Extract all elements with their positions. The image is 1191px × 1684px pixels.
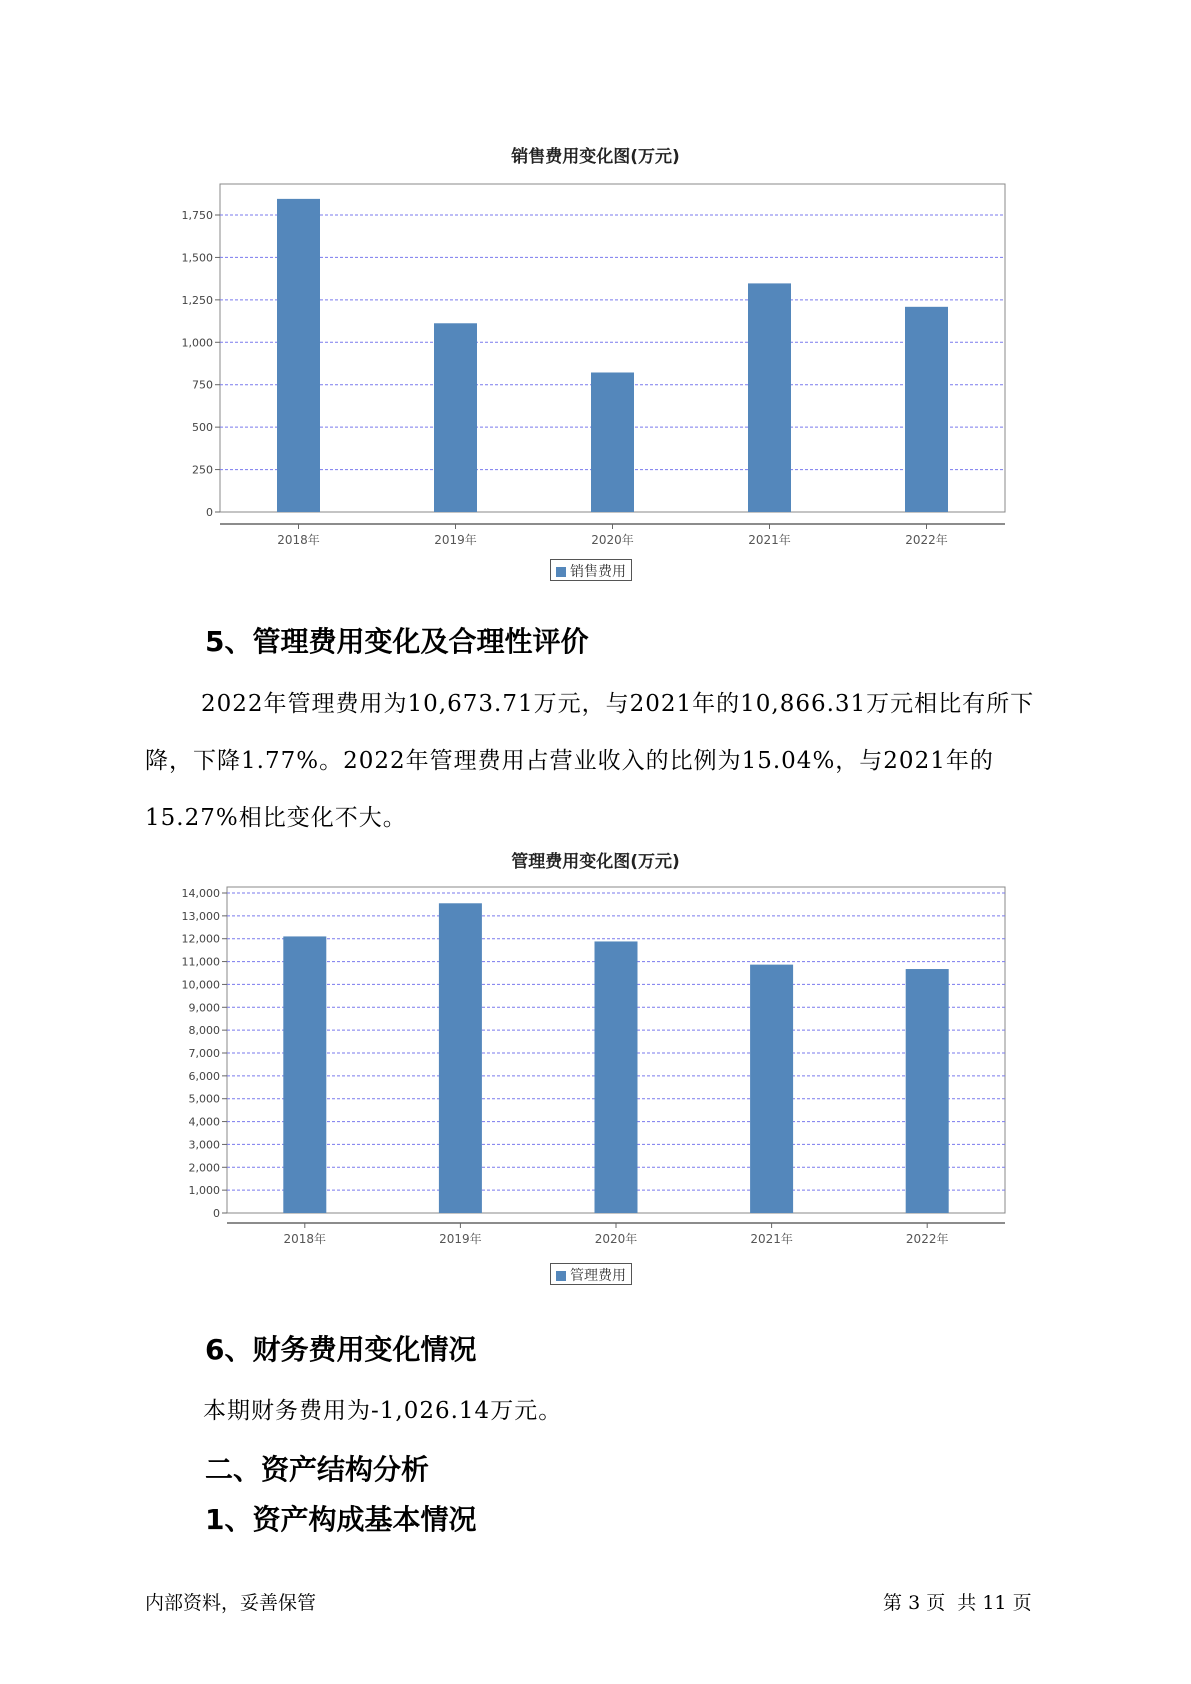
legend-swatch [556,1271,566,1281]
subsection-1-heading: 1、资产构成基本情况 [205,1503,477,1536]
x-tick-label: 2018年 [277,533,320,547]
bar [906,969,949,1213]
y-tick-label: 0 [206,506,213,519]
section-6-paragraph: 本期财务费用为-1,026.14万元。 [203,1398,563,1424]
y-tick-label: 1,250 [181,293,213,307]
x-tick-label: 2021年 [748,533,791,547]
footer-page-info [883,1588,1032,1615]
page-mid: 页 共 [926,1592,977,1614]
part-2-heading: 二、资产结构分析 [205,1453,430,1486]
y-tick-label: 1,750 [181,209,213,222]
y-tick-label: 8,000 [188,1024,220,1038]
y-tick-label: 9,000 [188,1001,220,1015]
x-tick-label: 2019年 [434,533,477,547]
y-tick-label: 10,000 [181,978,220,992]
y-tick-label: 14,000 [181,887,220,900]
y-tick-label: 0 [213,1207,220,1220]
page-prefix: 第 [883,1592,903,1614]
x-tick-label: 2020年 [591,533,634,547]
y-tick-label: 13,000 [181,909,220,923]
chart1-title: 销售费用变化图(万元) [511,147,680,167]
y-tick-label: 6,000 [188,1069,220,1083]
y-tick-label: 1,500 [181,251,213,265]
chart2-legend [550,1263,632,1285]
bar [750,965,793,1213]
y-tick-label: 750 [192,378,213,392]
page-suffix: 页 [1012,1592,1032,1614]
section-6-heading: 6、财务费用变化情况 [205,1333,477,1366]
bar [439,903,482,1213]
y-tick-label: 2,000 [188,1161,220,1175]
section-5-text: 2022年管理费用为10,673.71万元，与2021年的10,866.31万元相比有所下降，下降1.77%。2022年管理费用占营业收入的比例为15.04%，与2021年的15.27%相比变化不大。 [145,691,1035,831]
legend-label: 销售费用 [570,564,626,580]
page-total: 11 [982,1592,1007,1614]
chart2-title: 管理费用变化图(万元) [511,852,680,872]
y-tick-label: 500 [192,421,213,435]
bar [283,936,326,1213]
y-tick-label: 4,000 [188,1115,220,1129]
x-tick-label: 2018年 [283,1232,327,1246]
legend-label: 管理费用 [570,1268,626,1284]
y-tick-label: 5,000 [188,1092,220,1106]
x-tick-label: 2019年 [439,1232,482,1246]
section-5-heading: 5、管理费用变化及合理性评价 [205,625,589,658]
page-number: 3 [908,1592,921,1614]
x-tick-label: 2021年 [750,1232,793,1246]
y-tick-label: 1,000 [188,1184,220,1198]
x-tick-label: 2022年 [905,533,948,547]
x-tick-label: 2022年 [905,1232,949,1246]
x-tick-label: 2020年 [594,1232,638,1246]
y-tick-label: 1,000 [181,336,213,350]
y-tick-label: 250 [192,463,213,477]
y-tick-label: 12,000 [181,932,220,946]
y-tick-label: 11,000 [181,955,220,969]
y-tick-label: 7,000 [188,1047,220,1060]
bar [595,941,638,1213]
footer-confidential: 内部资料，妥善保管 [145,1592,317,1614]
y-tick-label: 3,000 [188,1138,220,1152]
